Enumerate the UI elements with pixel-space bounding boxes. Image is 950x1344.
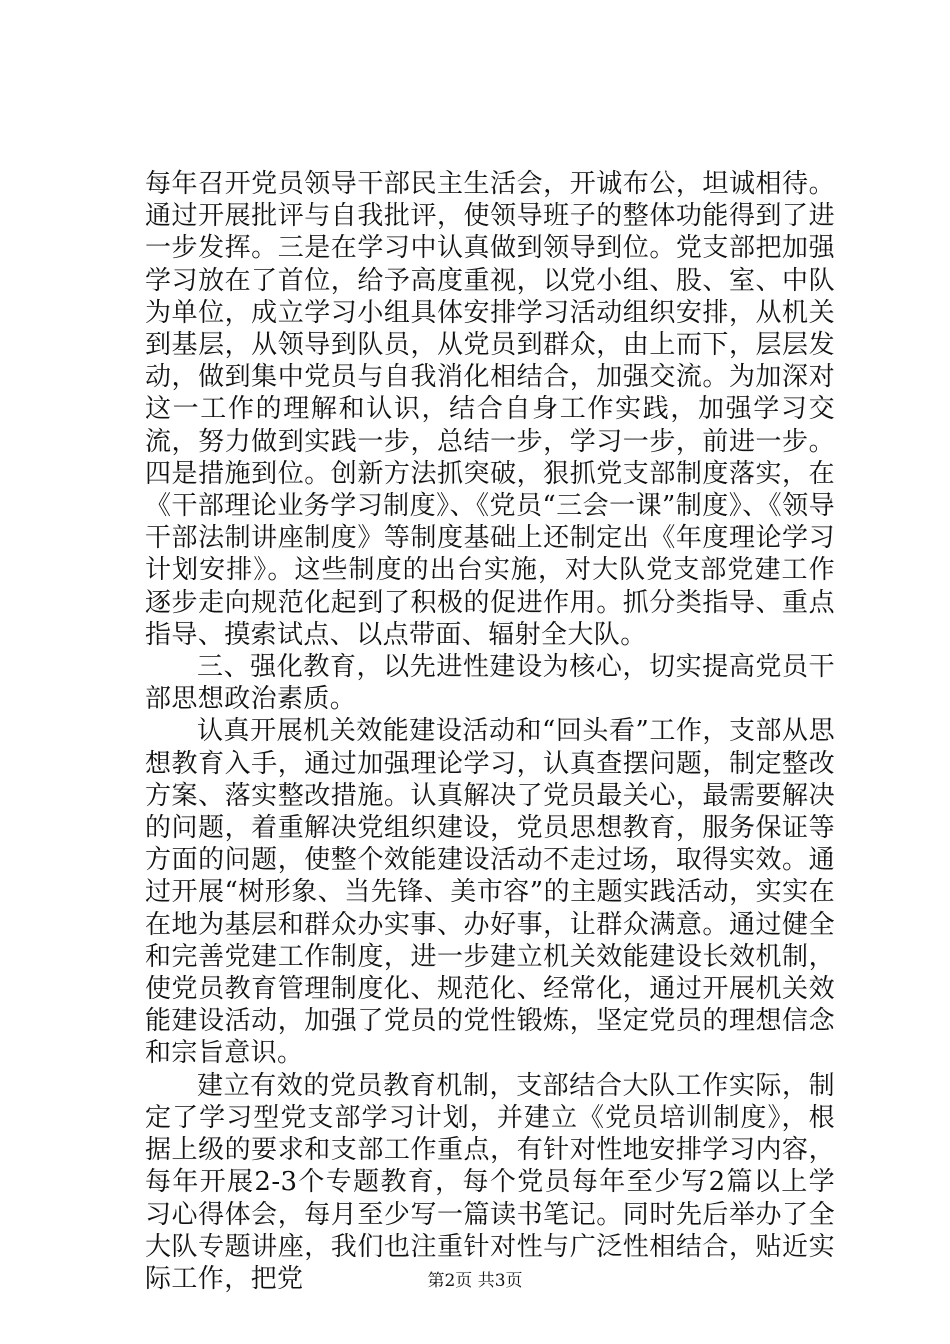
paragraph-4: 建立有效的党员教育机制，支部结合大队工作实际，制定了学习型党支部学习计划，并建立《党员培训制度》，根据上级的要求和支部工作重点，有针对性地安排学习内容，每年开展2-3个专题教育，每个党员每年至少写2篇以上学习心得体会，每月至少写一篇读书笔记。同时先后举办了全大队专题讲座，我们也注重针对性与广泛性相结合，贴近实际工作，把党	[145, 1070, 835, 1294]
document-body	[145, 168, 835, 1295]
paragraph-1: 每年召开党员领导干部民主生活会，开诚布公，坦诚相待。通过开展批评与自我批评，使领导班子的整体功能得到了进一步发挥。三是在学习中认真做到领导到位。党支部把加强学习放在了首位，给予高度重视，以党小组、股、室、中队为单位，成立学习小组具体安排学习活动组织安排，从机关到基层，从领导到队员，从党员到群众，由上而下，层层发动，做到集中党员与自我消化相结合，加强交流。为加深对这一工作的理解和认识，结合自身工作实践，加强学习交流，努力做到实践一步，总结一步，学习一步，前进一步。四是措施到位。创新方法抓突破，狠抓党支部制度落实，在《干部理论业务学习制度》、《党员“三会一课”制度》、《领导干部法制讲座制度》等制度基础上还制定出《年度理论学习计划安排》。这些制度的出台实施，对大队党支部党建工作逐步走向规范化起到了积极的促进作用。抓分类指导、重点指导、摸索试点、以点带面、辐射全大队。	[145, 169, 835, 650]
paragraph-2-heading: 三、强化教育，以先进性建设为核心，切实提高党员干部思想政治素质。	[145, 652, 835, 715]
paragraph-3: 认真开展机关效能建设活动和“回头看”工作，支部从思想教育入手，通过加强理论学习，认真查摆问题，制定整改方案、落实整改措施。认真解决了党员最关心，最需要解决的问题，着重解决党组织建设，党员思想教育，服务保证等方面的问题，使整个效能建设活动不走过场，取得实效。通过开展“树形象、当先锋、美市容”的主题实践活动，实实在在地为基层和群众办实事、办好事，让群众满意。通过健全和完善党建工作制度，进一步建立机关效能建设长效机制，使党员教育管理制度化、规范化、经常化，通过开展机关效能建设活动，加强了党员的党性锻炼，坚定党员的理想信念和宗旨意识。	[145, 716, 835, 1069]
page-number-footer: 第2页 共3页	[427, 1271, 523, 1291]
